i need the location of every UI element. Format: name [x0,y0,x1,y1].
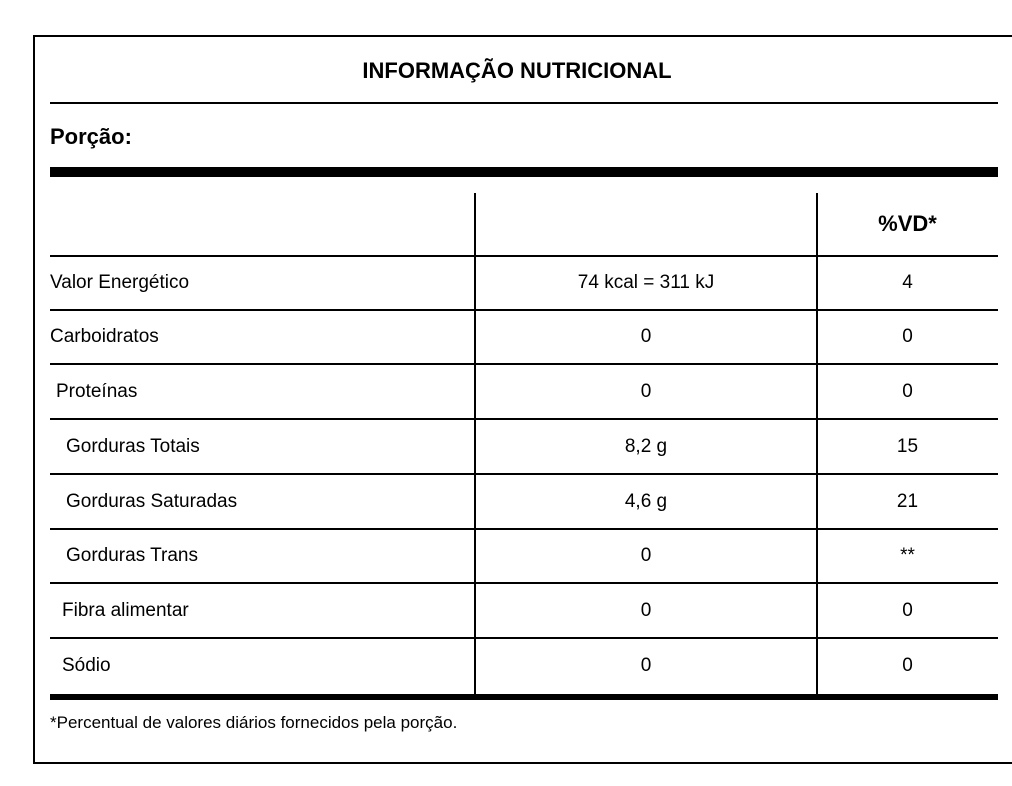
nutrient-vd: 0 [902,381,913,402]
nutrient-amount: 0 [640,600,652,621]
row-divider [50,637,998,639]
table-row [50,640,998,694]
table-row [50,366,998,420]
nutrient-name: Gorduras Trans [66,545,198,566]
table-row [50,311,998,365]
footnote: *Percentual de valores diários fornecidos pela porção. [50,713,458,732]
nutrient-amount: 4,6 g [624,491,668,512]
nutrient-amount: 0 [640,655,652,676]
nutrient-vd: ** [900,545,915,566]
nutrient-name: Proteínas [56,381,138,402]
row-divider [50,418,998,420]
nutrient-vd: 0 [902,655,913,676]
nutrient-vd: 4 [902,272,913,293]
portion-divider [50,167,998,177]
nutrient-name: Gorduras Totais [66,436,200,457]
nutrient-amount: 8,2 g [624,436,668,457]
nutrient-amount: 0 [640,545,652,566]
table-row [50,421,998,475]
nutrient-name: Valor Energético [50,272,190,293]
row-divider [50,582,998,584]
nutrient-vd: 0 [902,600,913,621]
row-divider [50,363,998,365]
table-row [50,530,998,584]
nutrient-name: Sódio [62,655,111,676]
table-bottom-rule [50,694,998,700]
nutrient-amount: 0 [640,326,652,347]
nutrient-vd: 15 [896,436,919,457]
nutrient-name: Fibra alimentar [62,600,189,621]
label-title: INFORMAÇÃO NUTRICIONAL [362,58,672,83]
table-row [50,585,998,639]
vd-header: %VD* [878,211,937,236]
portion-label: Porção: [50,124,132,149]
title-divider [50,102,998,104]
nutrient-vd: 21 [896,491,919,512]
nutrient-name: Carboidratos [50,326,159,347]
nutrient-amount: 0 [640,381,652,402]
nutrient-amount: 74 kcal = 311 kJ [577,272,715,293]
nutrient-name: Gorduras Saturadas [66,491,238,512]
nutrient-vd: 0 [902,326,913,347]
row-divider [50,473,998,475]
table-row [50,257,998,311]
table-row [50,476,998,530]
